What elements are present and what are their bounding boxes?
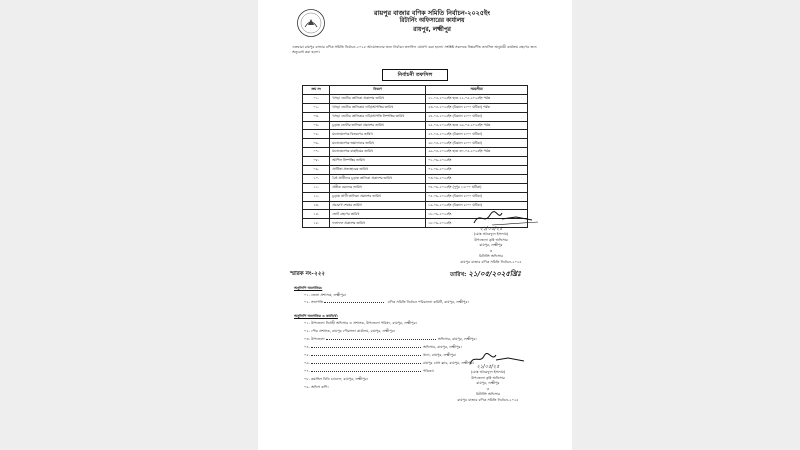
- column-header-serial: ক্রম নং: [303, 86, 330, 95]
- signatory-name: (মোঃ আরেফুল ইসলাম): [473, 232, 509, 236]
- signatory-place: রায়পুর, লক্ষ্মীপুর: [479, 243, 503, 248]
- signature-date: ২১/০৫/২৫: [476, 364, 500, 370]
- signatory-role: রিটার্নিং অফিসার: [478, 254, 504, 259]
- cell-serial: ১০.: [303, 174, 330, 183]
- schedule-title: নির্বাচনী তফসিল: [382, 69, 448, 81]
- item-text-tail: অফিসার, রায়পুর, লক্ষ্মীপুর।: [422, 345, 462, 349]
- item-number: ০৬.: [304, 361, 310, 365]
- list-item: [304, 376, 368, 383]
- cell-deadline: ০৪-০৬-২০২৫ইং (দুপুর ১২:০০ ঘটিকা): [426, 183, 528, 192]
- cell-deadline: ১৮-০৬-২০২৫ইং: [426, 210, 528, 219]
- signatory-conjunction: ও: [489, 248, 493, 253]
- cell-serial: ০২.: [303, 103, 330, 112]
- table-row: [303, 192, 528, 201]
- cell-deadline: ২৪-০৫-২০২৫ইং (বিকাল ৫:০০ ঘটিকা): [426, 112, 528, 121]
- table-row: [303, 112, 528, 121]
- cell-serial: ০৯.: [303, 166, 330, 175]
- cell-description: খসড়া ভোটার তালিকার দাবি/আপত্তি নিষ্পত্তির তারিখ: [330, 112, 426, 121]
- list-item: [304, 328, 395, 335]
- list-item: [304, 336, 477, 343]
- cell-deadline: ২৩-০৫-২০২৫ইং (বিকাল ৫:০০ ঘটিকা) পর্যন্ত: [426, 103, 528, 112]
- table-row: [303, 148, 528, 157]
- cell-deadline: ০৩-০৬-২০২৫ইং: [426, 174, 528, 183]
- signatory-title: উপজেলা কৃষি অফিসার: [474, 237, 508, 242]
- cell-serial: ০৪.: [303, 121, 330, 130]
- memo-label: স্মারক নং-: [290, 271, 314, 277]
- signatory-title: উপজেলা কৃষি অফিসার: [471, 375, 505, 380]
- intro-paragraph: এতদ্বারা রায়পুর বাজার বণিক সমিতি নির্বাচন-২০২৫ আয়োজনের জন্য নির্বাচন তফসিল ঘোষণা করা হলো। সংশ্লিষ্ট সকলকে নিম্নবর্ণিত তফসিল অনুযায়ী কার্যক্রম গ্রহণের জন্য অনুরোধ করা হলো।: [292, 45, 537, 55]
- item-text-tail: পত্রিকা।: [422, 369, 434, 373]
- government-seal-icon: [296, 8, 326, 38]
- cell-deadline: ১৮-০৬-২০২৫ইং: [426, 219, 528, 228]
- memo-number: [290, 270, 325, 279]
- item-text: অফিস কপি।: [310, 385, 329, 389]
- cell-deadline: ২৭-০৫-২০২৫ইং (বিকাল ৫:০০ ঘটিকা): [426, 130, 528, 139]
- cell-serial: ০৮.: [303, 157, 330, 166]
- item-text-tail: রায়পুর প্রেস ক্লাব, রায়পুর, লক্ষ্মীপুর।: [422, 361, 474, 365]
- cell-description: বৈধ প্রার্থীদের চূড়ান্ত তালিকা প্রকাশের তারিখ: [330, 174, 426, 183]
- handwritten-signature-1: [472, 209, 542, 227]
- signature-block-1: [446, 226, 536, 266]
- date-label: তারিখ:: [450, 272, 467, 278]
- signatory-org: রায়পুর বাজার বণিক সমিতি নির্বাচন-২০২৫: [457, 397, 519, 402]
- item-text: কমান্ডিং বিডি চ্যানেল, রায়পুর, লক্ষ্মীপুর।: [310, 377, 368, 381]
- cell-serial: ০৫.: [303, 130, 330, 139]
- item-text: সভাপতি: [310, 300, 324, 304]
- signature-block-2: [440, 364, 536, 404]
- item-number: ০৮.: [304, 377, 310, 381]
- signatory-conjunction: ও: [486, 386, 490, 391]
- blank-line: [311, 363, 421, 364]
- cell-serial: ০৭.: [303, 148, 330, 157]
- item-number: ০৪.: [304, 345, 310, 349]
- cell-deadline: ২১-০৫-২০২৫ইং হতে ২২-০৫-২০২৫ইং পর্যন্ত: [426, 94, 528, 103]
- cell-serial: ০১.: [303, 94, 330, 103]
- cell-deadline: ০৫-০৬-২০২৫ইং (বিকাল ৫:০০ ঘটিকা): [426, 192, 528, 201]
- blank-line: [311, 347, 421, 348]
- cell-deadline: ২৫-০৫-২০২৫ইং হতে ২৬-০৫-২০২৫ইং পর্যন্ত: [426, 121, 528, 130]
- item-text: উপজেলা: [310, 337, 325, 341]
- signatory-name: (মোঃ আরেফুল ইসলাম): [470, 370, 506, 374]
- cell-description: চূড়ান্ত প্রার্থী তালিকা প্রকাশের তারিখ: [330, 192, 426, 201]
- signature-date: ২১/০৫/২৫: [479, 226, 503, 232]
- cell-description: খসড়া ভোটার তালিকা প্রকাশের তারিখ: [330, 94, 426, 103]
- item-number: ০৭.: [304, 369, 310, 373]
- table-row: [303, 130, 528, 139]
- cell-serial: ০৬.: [303, 139, 330, 148]
- table-row: [303, 174, 528, 183]
- list-item: [304, 344, 462, 351]
- cell-serial: ১১.: [303, 183, 330, 192]
- table-row: [303, 121, 528, 130]
- cell-description: খসড়া ভোটার তালিকায় দাবি/আপত্তির তারিখ: [330, 103, 426, 112]
- signatory-role: রিটার্নিং অফিসার: [475, 392, 501, 397]
- cell-deadline: ০১-০৬-২০২৫ইং: [426, 157, 528, 166]
- cell-description: চূড়ান্ত ভোটার তালিকা প্রকাশের তারিখ: [330, 121, 426, 130]
- table-row: [303, 183, 528, 192]
- list-item: [304, 299, 469, 306]
- cell-serial: ১৩.: [303, 201, 330, 210]
- cell-description: প্রতীক বরাদ্দের তারিখ: [330, 183, 426, 192]
- cell-deadline: ০২-০৬-২০২৫ইং: [426, 166, 528, 175]
- cell-description: মনোনয়নপত্র বাছাইয়ের তারিখ: [330, 148, 426, 157]
- item-number: ০৩.: [304, 337, 310, 341]
- item-text: উপজেলা নির্বাহী অফিসার ও প্রশাসক, উপজেলা পরিষদ, রায়পুর, লক্ষ্মীপুর।: [310, 321, 417, 325]
- item-number: ০২.: [304, 329, 310, 333]
- cell-serial: ১৪.: [303, 210, 330, 219]
- item-number: ০২.: [304, 300, 310, 304]
- cell-description: প্রচারণা শেষের তারিখ: [330, 201, 426, 210]
- list-item: [304, 320, 417, 327]
- document-page: [258, 0, 572, 450]
- item-text-tail: বণিক সমিতি নির্বাচন পরিচালনা কমিটি, রায়পুর, লক্ষ্মীপুর।: [387, 300, 469, 304]
- list-item: [304, 368, 434, 375]
- item-text-tail: থানা, রায়পুর, লক্ষ্মীপুর।: [422, 353, 457, 357]
- blank-line: [324, 302, 384, 303]
- section-action-title: অনুলিপি অবগতির ও কার্যার্থে:: [294, 314, 338, 318]
- table-row: [303, 157, 528, 166]
- cell-serial: ১২.: [303, 192, 330, 201]
- date-value: ২১/০৫/২০২৫খ্রিঃ: [468, 270, 521, 278]
- cell-description: মনোনয়নপত্র বিতরণের তারিখ: [330, 130, 426, 139]
- item-number: ০৯.: [304, 385, 310, 389]
- item-text-tail: অফিসার, রায়পুর, লক্ষ্মীপুর।: [437, 337, 477, 341]
- item-number: ০১.: [304, 293, 310, 297]
- cell-description: আপিল নিষ্পত্তির তারিখ: [330, 157, 426, 166]
- signatory-org: রায়পুর বাজার বণিক সমিতি নির্বাচন-২০২৫: [460, 259, 522, 264]
- header-title: রায়পুর বাজার বণিক সমিতি নির্বাচন-২০২৫ইং: [374, 9, 490, 17]
- table-row: [303, 94, 528, 103]
- item-text: জেলা প্রশাসক, লক্ষ্মীপুর।: [310, 293, 347, 297]
- blank-line: [326, 339, 436, 340]
- column-header-description: বিবরণ: [330, 86, 426, 95]
- header-office: রিটার্নিং অফিসারের কার্যালয়: [399, 18, 465, 24]
- schedule-table: [302, 85, 528, 228]
- cell-serial: ০৩.: [303, 112, 330, 121]
- item-number: ০১.: [304, 321, 310, 325]
- table-row: [303, 139, 528, 148]
- table-header-row: [303, 86, 528, 95]
- cell-description: ভোট গ্রহণের তারিখ: [330, 210, 426, 219]
- list-item: [304, 384, 329, 391]
- table-row: [303, 166, 528, 175]
- blank-line: [311, 371, 421, 372]
- cell-deadline: ২৯-০৫-২০২৫ইং হতে ৩০-০৫-২০২৫ইং পর্যন্ত: [426, 148, 528, 157]
- section-info-title: অনুলিপি অবগতির:: [294, 286, 323, 290]
- cell-description: ফলাফল প্রকাশের তারিখ: [330, 219, 426, 228]
- blank-line: [311, 355, 421, 356]
- item-number: ০৫.: [304, 353, 310, 357]
- cell-description: মনোনয়নপত্র জমাদানের তারিখ: [330, 139, 426, 148]
- cell-deadline: ১৬-০৬-২০২৫ইং (বিকাল ৫:০০ ঘটিকা): [426, 201, 528, 210]
- memo-date: [450, 268, 521, 280]
- list-item: [304, 352, 456, 359]
- memo-value: ২২২: [313, 271, 325, 277]
- table-row: [303, 103, 528, 112]
- signatory-place: রায়পুর, লক্ষ্মীপুর: [476, 381, 500, 386]
- cell-deadline: ২৮-০৫-২০২৫ইং (বিকাল ৫:০০ ঘটিকা): [426, 139, 528, 148]
- cell-description: প্রার্থিতা প্রত্যাহারের তারিখ: [330, 166, 426, 175]
- cell-serial: ১৫.: [303, 219, 330, 228]
- item-text: পৌর প্রশাসক, রায়পুর পৌরসভা কার্যালয়, রায়পুর, লক্ষ্মীপুর।: [310, 329, 395, 333]
- column-header-deadline: সময়সীমা: [426, 86, 528, 95]
- header-location: রায়পুর, লক্ষ্মীপুর: [413, 27, 451, 33]
- list-item: [304, 292, 346, 299]
